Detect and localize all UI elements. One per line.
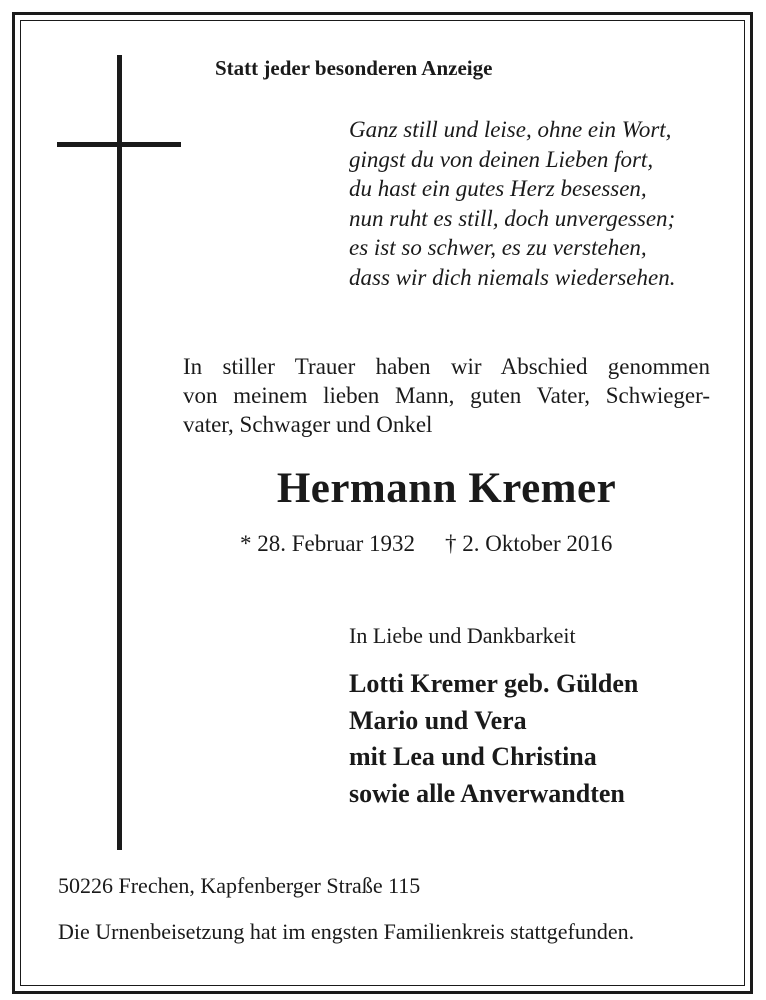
life-dates (240, 531, 612, 557)
poem-line: gingst du von deinen Lieben fort, (349, 146, 654, 172)
notice-header: Statt jeder besonderen Anzeige (215, 56, 493, 80)
poem-line: du hast ein gutes Herz besessen, (349, 176, 647, 201)
birth-date: * 28. Februar 1932 (240, 531, 416, 556)
poem-line: Ganz still und leise, ohne ein Wort, (349, 117, 672, 142)
family-member: Lotti Kremer geb. Gülden (349, 669, 639, 698)
family-member: mit Lea und Christina (349, 742, 597, 771)
poem (349, 115, 675, 292)
cross-icon (117, 55, 122, 850)
family-list (349, 666, 638, 812)
family-member: sowie alle Anverwandten (349, 778, 625, 808)
cross-icon-crossbar (57, 142, 181, 147)
intro-line: von meinem lieben Mann, guten Vater, Schwieger- (183, 383, 710, 408)
intro-line: vater, Schwager und Onkel (183, 412, 433, 437)
burial-note: Die Urnenbeisetzung hat im engsten Familienkreis stattgefunden. (58, 919, 635, 944)
gratitude-line: In Liebe und Dankbarkeit (349, 623, 576, 648)
address: 50226 Frechen, Kapfenberger Straße 115 (58, 873, 421, 898)
intro-line: In stiller Trauer haben wir Abschied genommen (183, 354, 710, 379)
family-member: Mario und Vera (349, 705, 527, 735)
poem-line: es ist so schwer, es zu verstehen, (349, 235, 647, 260)
death-date: † 2. Oktober 2016 (445, 531, 613, 556)
poem-line: nun ruht es still, doch unvergessen; (349, 205, 676, 231)
deceased-name: Hermann Kremer (276, 465, 617, 512)
poem-line: dass wir dich niemals wiedersehen. (349, 264, 676, 290)
intro-paragraph (183, 352, 710, 439)
